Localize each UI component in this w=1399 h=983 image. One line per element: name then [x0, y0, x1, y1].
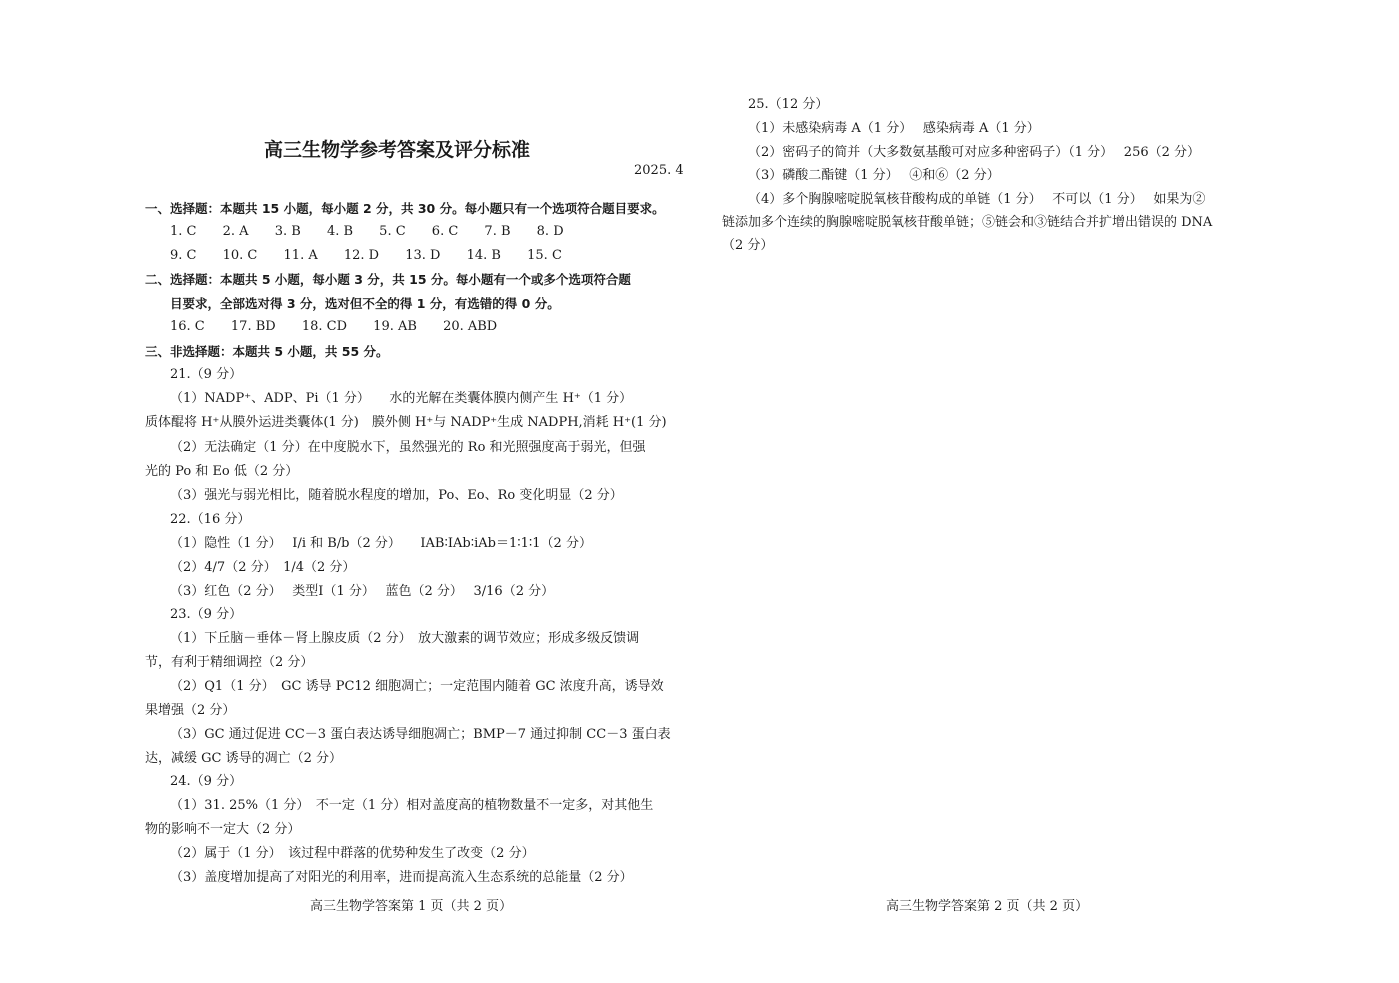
section-2-heading: 二、选择题：本题共 5 小题，每小题 3 分，共 15 分。每小题有一个或多个选项符合题 — [145, 272, 631, 287]
choice-item: 7. B — [484, 224, 511, 239]
answer-line: 光的 Po 和 Eo 低（2 分） — [145, 464, 299, 479]
answer-line: 节，有利于精细调控（2 分） — [145, 655, 314, 670]
answer-line: （2）Q1（1 分） GC 诱导 PC12 细胞凋亡；一定范围内随着 GC 浓度升高，诱导效 — [170, 679, 664, 694]
answer-line: （4）多个胸腺嘧啶脱氧核苷酸构成的单链（1 分） 不可以（1 分） 如果为② — [748, 192, 1206, 207]
choice-item: 1. C — [170, 224, 197, 239]
answer-line: （3）盖度增加提高了对阳光的利用率，进而提高流入生态系统的总能量（2 分） — [170, 870, 633, 885]
answer-line: （3）磷酸二酯键（1 分） ④和⑥（2 分） — [748, 168, 1000, 183]
section-2-heading-cont: 目要求，全部选对得 3 分，选对但不全的得 1 分，有选错的得 0 分。 — [170, 296, 560, 311]
answer-line: （1）隐性（1 分） I/i 和 B/b（2 分） IAB∶IAb∶iAb＝1∶1∶1（2 分） — [170, 536, 592, 551]
answer-line: 21.（9 分） — [170, 367, 243, 382]
choice-item: 19. AB — [373, 319, 417, 334]
answer-line: （2）属于（1 分） 该过程中群落的优势种发生了改变（2 分） — [170, 846, 535, 861]
choice-item: 2. A — [222, 224, 249, 239]
answer-line: （1）31. 25%（1 分） 不一定（1 分）相对盖度高的植物数量不一定多，对其他生 — [170, 798, 654, 813]
section-1-heading: 一、选择题：本题共 15 小题，每小题 2 分，共 30 分。每小题只有一个选项符合题目要求。 — [145, 201, 665, 216]
choice-item: 5. C — [379, 224, 406, 239]
answer-line: 23.（9 分） — [170, 607, 243, 622]
answer-line: 24.（9 分） — [170, 774, 243, 789]
choice-item: 17. BD — [230, 319, 276, 334]
answer-line: （3）红色（2 分） 类型Ⅰ（1 分） 蓝色（2 分） 3/16（2 分） — [170, 584, 555, 599]
choice-item: 9. C — [170, 248, 197, 263]
choice-row-3 — [170, 318, 497, 336]
choice-row-2 — [170, 247, 562, 265]
page-footer: 高三生物学答案第 1 页（共 2 页） — [310, 899, 513, 914]
choice-item: 20. ABD — [443, 319, 498, 334]
answer-line: 22.（16 分） — [170, 512, 251, 527]
answer-line: （2）无法确定（1 分）在中度脱水下，虽然强光的 Ro 和光照强度高于弱光，但强 — [170, 440, 646, 455]
choice-item: 4. B — [326, 224, 354, 239]
choice-item: 11. A — [283, 248, 318, 263]
choice-item: 16. C — [170, 319, 205, 334]
answer-line: （3）强光与弱光相比，随着脱水程度的增加，Po、Eo、Ro 变化明显（2 分） — [170, 488, 623, 503]
choice-row-1 — [170, 223, 564, 241]
answer-line: 物的影响不一定大（2 分） — [145, 822, 301, 837]
choice-item: 12. D — [343, 248, 380, 263]
answer-line: （1）下丘脑－垂体－肾上腺皮质（2 分） 放大激素的调节效应；形成多级反馈调 — [170, 631, 640, 646]
section-3-heading: 三、非选择题：本题共 5 小题，共 55 分。 — [145, 344, 389, 359]
answer-line: （2）4/7（2 分） 1/4（2 分） — [170, 560, 356, 575]
choice-item: 8. D — [536, 224, 564, 239]
date: 2025. 4 — [634, 163, 684, 178]
answer-line: （2 分） — [722, 238, 774, 253]
answer-line: （1）NADP⁺、ADP、Pi（1 分） 水的光解在类囊体膜内侧产生 H⁺（1 分） — [170, 391, 633, 406]
answer-line: 链添加多个连续的胸腺嘧啶脱氧核苷酸单链；⑤链会和③链结合并扩增出错误的 DNA — [722, 215, 1213, 230]
answer-line: 果增强（2 分） — [145, 703, 236, 718]
page-footer: 高三生物学答案第 2 页（共 2 页） — [886, 899, 1089, 914]
answer-line: （3）GC 通过促进 CC－3 蛋白表达诱导细胞凋亡；BMP－7 通过抑制 CC－3 蛋白表 — [170, 727, 671, 742]
answer-line: 达，减缓 GC 诱导的凋亡（2 分） — [145, 751, 342, 766]
choice-item: 10. C — [222, 248, 258, 263]
choice-item: 13. D — [405, 248, 441, 263]
choice-item: 3. B — [274, 224, 301, 239]
answer-line: 25.（12 分） — [748, 97, 829, 112]
choice-item: 6. C — [431, 224, 459, 239]
answer-line: 质体醌将 H⁺从膜外运进类囊体(1 分) 膜外侧 H⁺与 NADP⁺生成 NADPH,消耗 H⁺(1 分) — [145, 415, 667, 430]
answer-line: （1）未感染病毒 A（1 分） 感染病毒 A（1 分） — [748, 121, 1040, 136]
page-title: 高三生物学参考答案及评分标准 — [264, 139, 531, 161]
answer-line: （2）密码子的简并（大多数氨基酸可对应多种密码子）（1 分） 256（2 分） — [748, 145, 1201, 160]
choice-item: 14. B — [466, 248, 501, 263]
choice-item: 18. CD — [301, 319, 348, 334]
choice-item: 15. C — [527, 248, 562, 263]
